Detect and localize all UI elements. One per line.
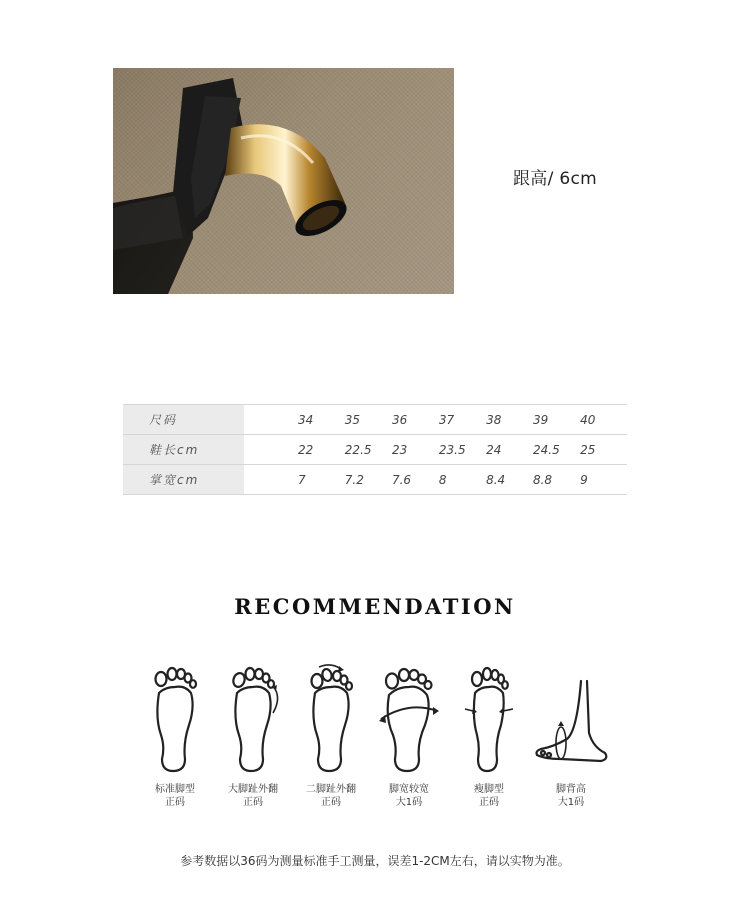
table-cell: 39: [533, 405, 580, 435]
foot-size-advice: 正码: [321, 797, 341, 808]
table-cell: 7.6: [392, 465, 439, 495]
table-cell: 40: [580, 405, 627, 435]
table-cell: 7: [298, 465, 345, 495]
table-cell: 37: [439, 405, 486, 435]
gold-heel-mule-photo: [113, 68, 454, 294]
foot-type-label: 脚背高: [556, 784, 586, 795]
foot-type-standard: [135, 663, 215, 809]
row-header: 鞋长cm: [123, 435, 244, 465]
foot-type-label: 大脚趾外翻: [228, 784, 278, 795]
table-cell: 9: [580, 465, 627, 495]
measurement-note: 参考数据以36码为测量标准手工测量，误差1-2CM左右，请以实物为准。: [180, 854, 570, 868]
table-cell: 8: [439, 465, 486, 495]
foot-type-label: 标准脚型: [155, 784, 195, 795]
row-header: 尺码: [123, 405, 244, 435]
table-row: [123, 465, 627, 495]
table-cell: 23.5: [439, 435, 486, 465]
table-cell: 22.5: [345, 435, 392, 465]
table-cell: 7.2: [345, 465, 392, 495]
foot-size-advice: 正码: [479, 797, 499, 808]
heel-height-caption: 跟高/ 6cm: [513, 169, 597, 189]
foot-type-label: 二脚趾外翻: [306, 784, 356, 795]
row-header: 掌宽cm: [123, 465, 244, 495]
foot-type-label: 脚宽较宽: [389, 784, 429, 795]
thin-foot-icon: [459, 663, 519, 775]
table-cell: 8.4: [486, 465, 533, 495]
table-cell: 8.8: [533, 465, 580, 495]
foot-size-advice: 大1码: [557, 797, 585, 808]
product-photo: [113, 68, 454, 294]
table-cell: 38: [486, 405, 533, 435]
table-cell: 34: [298, 405, 345, 435]
foot-type-second-toe-out: [291, 663, 371, 809]
high-instep-foot-icon: [531, 663, 611, 775]
foot-size-advice: 正码: [165, 797, 185, 808]
table-cell: 24: [486, 435, 533, 465]
table-row: [123, 405, 627, 435]
table-cell: 36: [392, 405, 439, 435]
table-cell: 24.5: [533, 435, 580, 465]
table-cell: 35: [345, 405, 392, 435]
foot-size-advice: 大1码: [395, 797, 423, 808]
wide-foot-icon: [377, 663, 441, 775]
foot-size-advice: 正码: [243, 797, 263, 808]
second-toe-out-foot-icon: [301, 663, 361, 775]
foot-type-high-instep: [531, 663, 611, 809]
foot-type-big-toe-out: [213, 663, 293, 809]
size-table: [123, 404, 627, 495]
recommendation-title: RECOMMENDATION: [234, 594, 516, 619]
table-cell: 23: [392, 435, 439, 465]
table-cell: 25: [580, 435, 627, 465]
standard-foot-icon: [145, 663, 205, 775]
foot-type-wide: [369, 663, 449, 809]
foot-type-label: 瘦脚型: [474, 784, 504, 795]
foot-type-guide: [135, 663, 625, 823]
table-row: [123, 435, 627, 465]
foot-type-thin: [449, 663, 529, 809]
big-toe-out-foot-icon: [223, 663, 283, 775]
table-cell: 22: [298, 435, 345, 465]
